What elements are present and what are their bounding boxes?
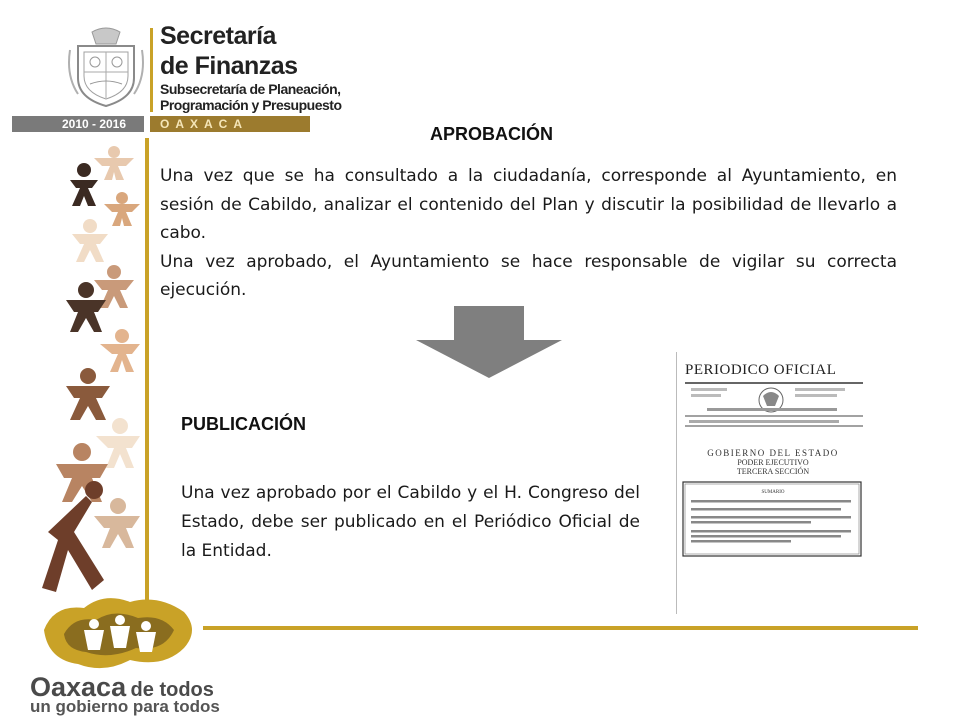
bottom-gold-line — [203, 626, 918, 630]
approval-heading: APROBACIÓN — [430, 124, 554, 144]
footer-slogan — [30, 672, 220, 717]
gazette-scan-icon — [677, 352, 869, 614]
slogan-main: Oaxaca — [30, 672, 127, 702]
left-gold-line — [145, 138, 149, 600]
oaxaca-map-logo-icon — [34, 590, 200, 676]
header-line-2: de Finanzas — [160, 52, 298, 80]
header-line-3: Subsecretaría de Planeación, — [160, 81, 341, 97]
official-gazette-image — [676, 352, 869, 614]
coat-of-arms-icon — [66, 26, 146, 108]
header-bar-grey — [12, 116, 44, 132]
header-line-4: Programación y Presupuesto — [160, 97, 342, 113]
publication-heading: PUBLICACIÓN — [181, 414, 306, 434]
down-arrow-icon — [414, 306, 564, 378]
gazette-line-3: TERCERA SECCIÓN — [736, 467, 810, 476]
header-divider — [150, 28, 153, 112]
approval-body — [160, 162, 897, 305]
publication-text: Una vez aprobado por el Cabildo y el H. Congreso del Estado, debe ser publicado en el Periódico Oficial de la Entidad. — [181, 483, 640, 561]
state-badge: OAXACA — [150, 116, 310, 132]
approval-paragraph-1: Una vez que se ha consultado a la ciudadanía, corresponde al Ayuntamiento, en sesión de Cabildo, analizar el contenido del Plan y discutir la posibilidad de llevarlo a cabo. — [160, 166, 897, 243]
gazette-line-1: GOBIERNO DEL ESTADO — [707, 448, 839, 458]
gazette-summary-label: SUMARIO — [761, 490, 785, 495]
paper-doll-figures-icon — [34, 140, 142, 596]
header-line-1: Secretaría — [160, 22, 276, 50]
slogan-rest: de todos — [130, 679, 214, 701]
gazette-line-2: PODER EJECUTIVO — [737, 458, 809, 467]
approval-paragraph-2: Una vez aprobado, el Ayuntamiento se hace responsable de vigilar su correcta ejecución. — [160, 251, 897, 300]
years-badge: 2010 - 2016 — [44, 116, 144, 132]
slogan-line-2: un gobierno para todos — [30, 697, 220, 716]
gazette-title: PERIODICO OFICIAL — [685, 362, 837, 378]
